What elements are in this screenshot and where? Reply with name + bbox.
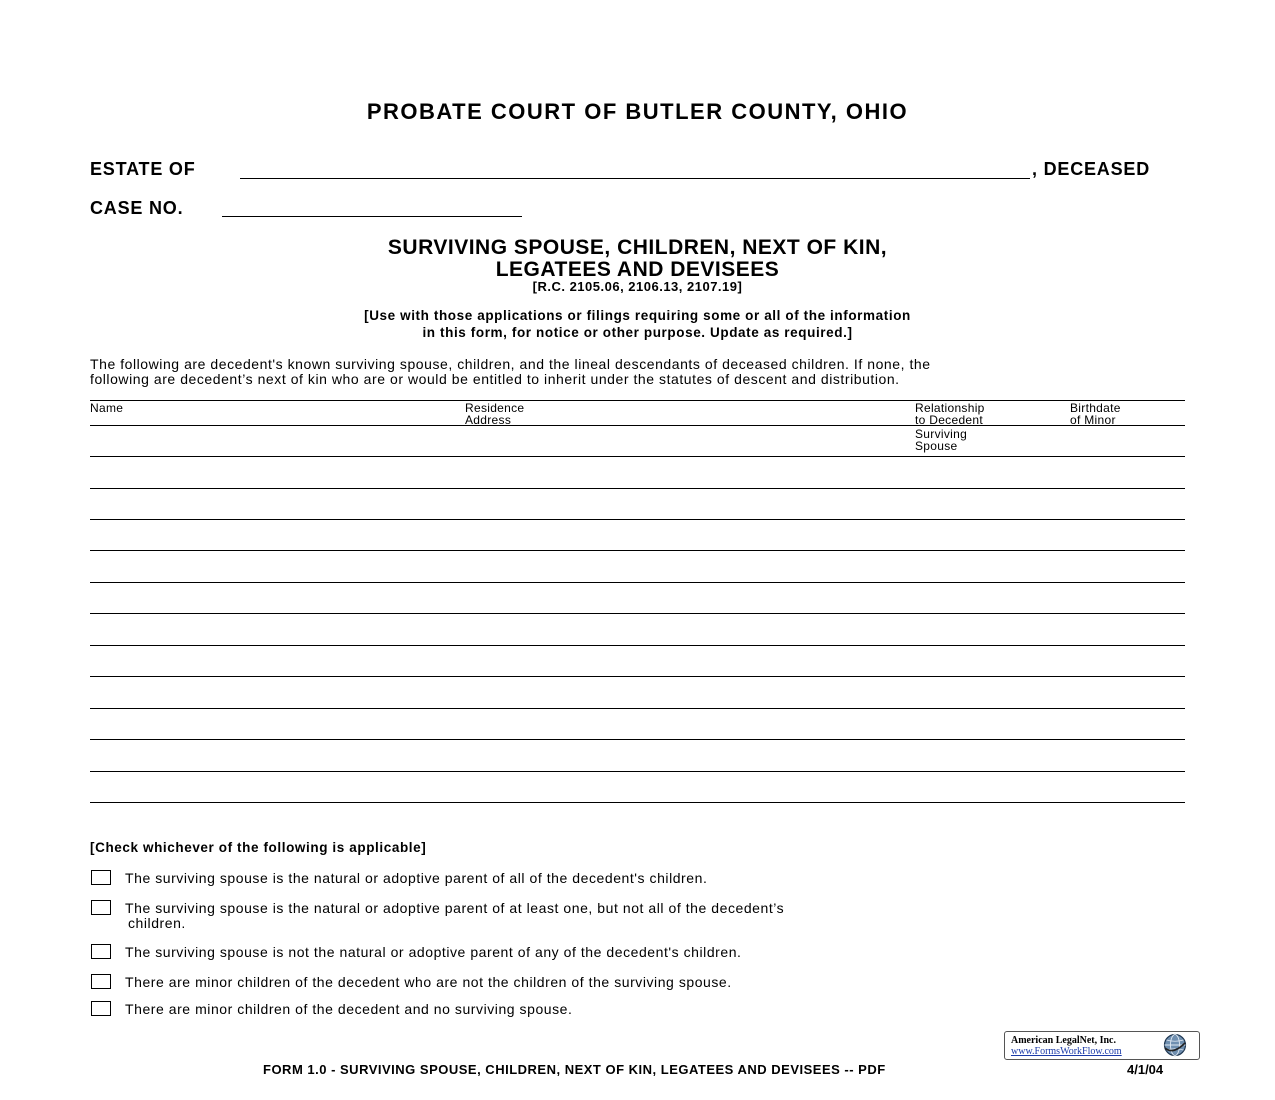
table-row[interactable] [90,645,1185,646]
table-row[interactable] [90,676,1185,677]
table-row[interactable] [90,550,1185,551]
table-row[interactable] [90,488,1185,489]
table-row[interactable] [90,739,1185,740]
court-title: PROBATE COURT OF BUTLER COUNTY, OHIO [366,99,909,124]
option-text-5-line-1: There are minor children of the decedent and no surviving spouse. [125,1001,573,1017]
table-header-rule [90,425,1185,426]
check-heading: [Check whichever of the following is applicable] [90,840,427,855]
logo-company-name: American LegalNet, Inc. [1011,1035,1116,1046]
use-note-line-2: in this form, for notice or other purpose. Update as required.] [422,325,853,340]
option-text-3 [125,945,742,960]
option-text-5 [125,1002,572,1017]
table-row[interactable] [90,456,1185,457]
table-row[interactable] [90,519,1185,520]
option-text-1 [125,871,707,886]
estate-name-field[interactable] [240,178,1030,179]
option-text-2-line-1: The surviving spouse is the natural or adoptive parent of at least one, but not all of the decedent’s [125,900,785,916]
form-footer: FORM 1.0 - SURVIVING SPOUSE, CHILDREN, NEXT OF KIN, LEGATEES AND DEVISEES -- PDF [263,1062,886,1077]
option-checkbox-4[interactable] [91,974,111,989]
col-header-birthdate-line-1: Birthdate [1070,401,1121,415]
use-note-line-1: [Use with those applications or filings requiring some or all of the information [364,308,911,323]
option-text-4-line-1: There are minor children of the decedent who are not the children of the surviving spouse. [125,974,732,990]
col-header-relationship-line-2: to Decedent [915,413,984,427]
col-header-residence-line-2: Address [465,413,512,427]
table-row[interactable] [90,708,1185,709]
form-title-line-2: LEGATEES AND DEVISEES [495,258,780,281]
intro-line-1: The following are decedent's known surviving spouse, children, and the lineal descendants of deceased children. If none, the [90,356,931,372]
first-row-relationship-line-2: Spouse [915,439,958,453]
statute-reference: [R.C. 2105.06, 2106.13, 2107.19] [532,279,743,294]
option-text-2 [125,901,784,931]
american-legalnet-logo[interactable] [1004,1031,1200,1060]
table-row[interactable] [90,613,1185,614]
option-checkbox-1[interactable] [91,870,111,885]
col-header-relationship-line-1: Relationship [915,401,985,415]
col-header-residence [465,402,524,426]
option-text-3-line-1: The surviving spouse is not the natural or adoptive parent of any of the decedent's children. [125,944,742,960]
col-header-residence-line-1: Residence [465,401,525,415]
table-row[interactable] [90,771,1185,772]
option-text-1-line-1: The surviving spouse is the natural or adoptive parent of all of the decedent's children. [125,870,708,886]
option-checkbox-2[interactable] [91,900,111,915]
globe-icon [1163,1033,1187,1057]
form-title-line-1: SURVIVING SPOUSE, CHILDREN, NEXT OF KIN, [387,236,888,259]
case-no-field[interactable] [222,216,522,217]
option-text-4 [125,975,732,990]
option-text-2-line-2: children. [128,915,186,931]
table-top-rule [90,400,1185,401]
col-header-name: Name [90,401,124,415]
intro-paragraph [90,357,1200,387]
col-header-birthdate [1070,402,1121,426]
deceased-label: , DECEASED [1032,159,1151,179]
intro-line-2: following are decedent’s next of kin who are or would be entitled to inherit under the statutes of descent and distribution. [90,371,900,387]
first-row-relationship [915,428,967,452]
first-row-relationship-line-1: Surviving [915,427,968,441]
option-checkbox-3[interactable] [91,944,111,959]
col-header-birthdate-line-2: of Minor [1070,413,1116,427]
case-no-label: CASE NO. [90,198,184,218]
estate-label: ESTATE OF [90,159,196,179]
form-revision-date: 4/1/04 [1127,1062,1164,1077]
use-note [0,307,1275,341]
table-row[interactable] [90,582,1185,583]
table-row[interactable] [90,802,1185,803]
logo-url-link[interactable]: www.FormsWorkFlow.com [1011,1046,1122,1057]
col-header-relationship [915,402,985,426]
option-checkbox-5[interactable] [91,1001,111,1016]
